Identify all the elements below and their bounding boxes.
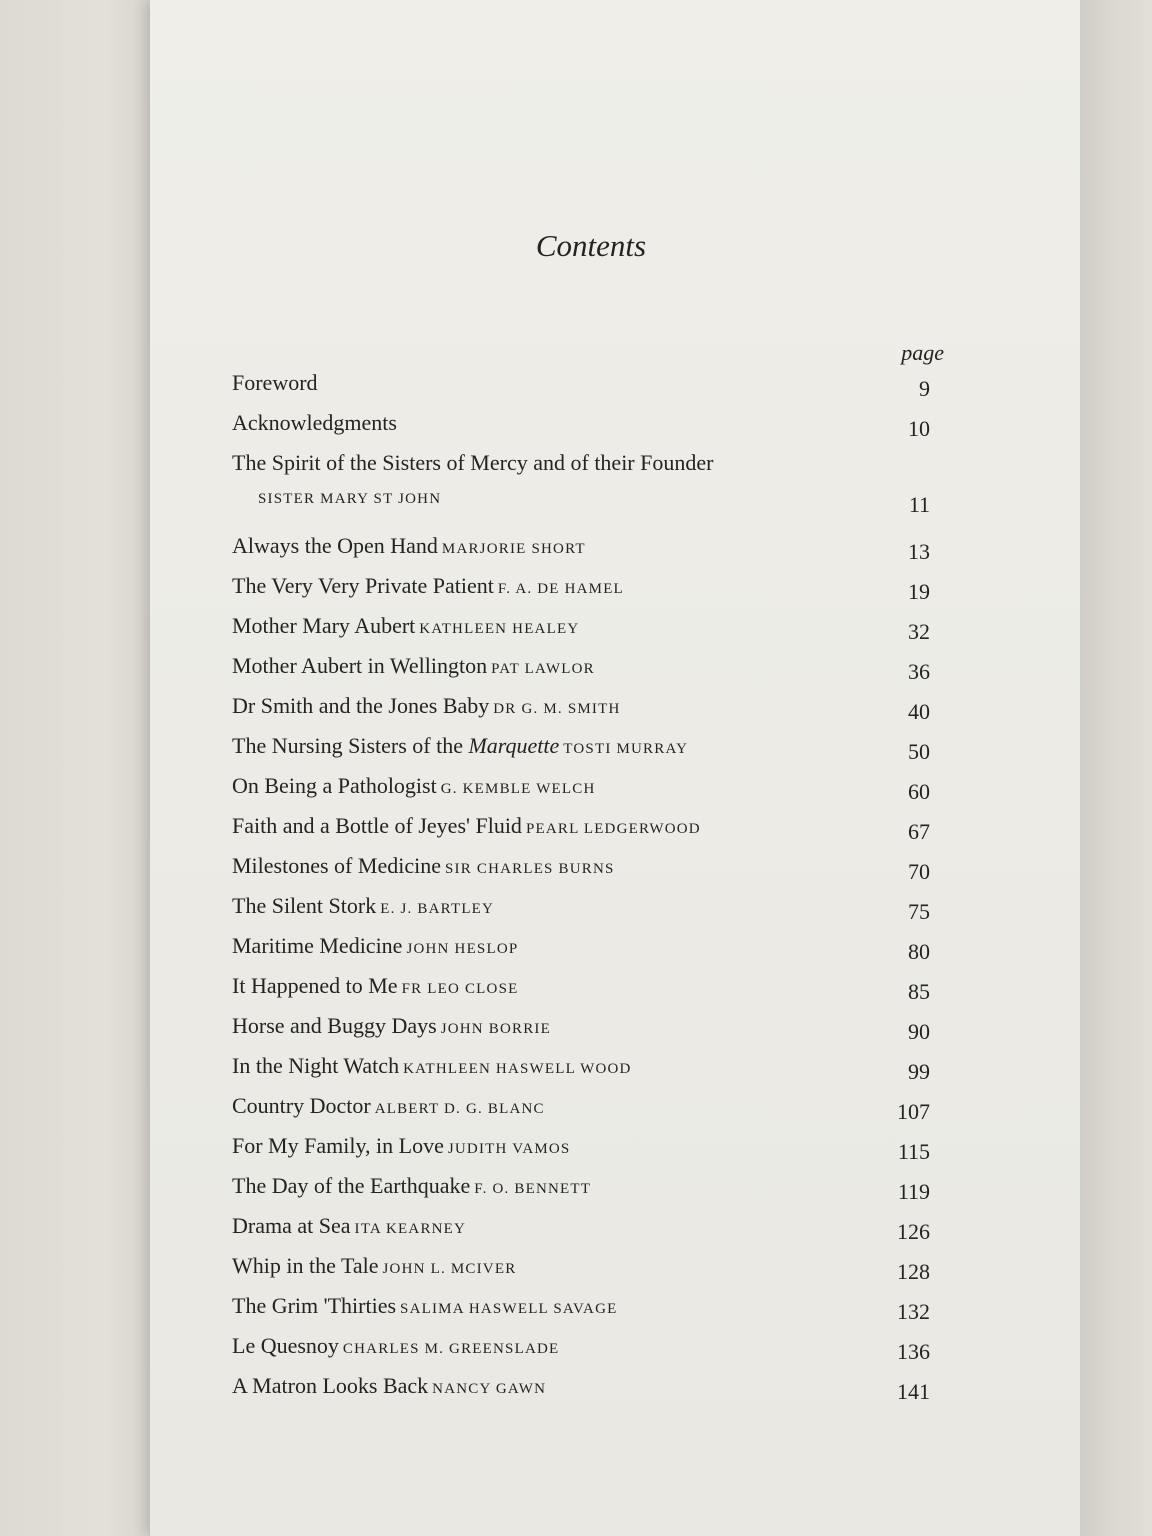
entry-author: JOHN HESLOP xyxy=(406,941,519,957)
entry-title: On Being a Pathologist G. KEMBLE WELCH xyxy=(232,773,596,798)
entry-author: FR LEO CLOSE xyxy=(401,981,519,997)
toc-entry xyxy=(232,809,944,849)
entry-title: Faith and a Bottle of Jeyes' Fluid PEARL LEDGERWOOD xyxy=(232,813,701,838)
entry-title: Mother Mary Aubert KATHLEEN HEALEY xyxy=(232,613,580,638)
entry-author: E. J. BARTLEY xyxy=(380,901,495,917)
entry-author: PEARL LEDGERWOOD xyxy=(525,821,701,837)
entry-page-number: 13 xyxy=(908,539,930,564)
entry-page-number: 50 xyxy=(908,739,930,764)
entry-page-number: 36 xyxy=(908,659,930,684)
entry-title: Foreword xyxy=(232,370,318,395)
entry-title: Drama at Sea ITA KEARNEY xyxy=(232,1213,467,1238)
toc-entry xyxy=(232,1369,944,1409)
entry-page-number: 19 xyxy=(908,579,930,604)
entry-title: The Very Very Private Patient F. A. DE HAMEL xyxy=(232,573,624,598)
entry-title: Whip in the Tale JOHN L. MCIVER xyxy=(232,1253,517,1278)
entry-title: Milestones of Medicine SIR CHARLES BURNS xyxy=(232,853,615,878)
entry-page-number: 90 xyxy=(908,1019,930,1044)
entry-title: Always the Open Hand MARJORIE SHORT xyxy=(232,533,586,558)
entry-title: Country Doctor ALBERT D. G. BLANC xyxy=(232,1093,545,1118)
entry-title: Maritime Medicine JOHN HESLOP xyxy=(232,933,519,958)
entry-author: MARJORIE SHORT xyxy=(441,541,586,557)
entry-title: The Grim 'Thirties SALIMA HASWELL SAVAGE xyxy=(232,1293,618,1318)
toc-entry xyxy=(232,649,944,689)
entry-page-number: 80 xyxy=(908,939,930,964)
entry-author: PAT LAWLOR xyxy=(491,661,595,677)
entry-author: SIR CHARLES BURNS xyxy=(444,861,615,877)
contents-list xyxy=(232,366,944,1409)
entry-page-number: 32 xyxy=(908,619,930,644)
entry-author: JUDITH VAMOS xyxy=(447,1141,571,1157)
page-column-header: page xyxy=(901,340,944,365)
entry-author: ITA KEARNEY xyxy=(354,1221,467,1237)
entry-author: ALBERT D. G. BLANC xyxy=(374,1101,545,1117)
entry-page-number: 119 xyxy=(897,1179,930,1204)
entry-author: G. KEMBLE WELCH xyxy=(440,781,596,797)
toc-entry xyxy=(232,849,944,889)
toc-entry xyxy=(232,1089,944,1129)
toc-entry xyxy=(232,969,944,1009)
toc-entry xyxy=(232,529,944,569)
entry-title: For My Family, in Love JUDITH VAMOS xyxy=(232,1133,571,1158)
entry-page-number: 107 xyxy=(897,1099,930,1124)
toc-entry xyxy=(232,1049,944,1089)
entry-page-number: 136 xyxy=(897,1339,930,1364)
toc-entry xyxy=(232,406,944,446)
entry-page-number: 9 xyxy=(919,376,930,401)
page-title: Contents xyxy=(535,228,647,263)
entry-page-number: 75 xyxy=(908,899,930,924)
toc-entry xyxy=(232,366,944,406)
entry-title: The Day of the Earthquake F. O. BENNETT xyxy=(232,1173,592,1198)
entry-title: Horse and Buggy Days JOHN BORRIE xyxy=(232,1013,551,1038)
entry-author: JOHN L. MCIVER xyxy=(382,1261,517,1277)
toc-entry xyxy=(232,889,944,929)
entry-title: The Silent Stork E. J. BARTLEY xyxy=(232,893,495,918)
entry-page-number: 126 xyxy=(897,1219,930,1244)
entry-author: F. O. BENNETT xyxy=(474,1181,592,1197)
entry-page-number: 99 xyxy=(908,1059,930,1084)
entry-author: NANCY GAWN xyxy=(432,1381,547,1397)
toc-entry xyxy=(232,609,944,649)
toc-entry xyxy=(232,1329,944,1369)
toc-entry xyxy=(232,569,944,609)
entry-page-number: 141 xyxy=(897,1379,930,1404)
entry-author: SALIMA HASWELL SAVAGE xyxy=(400,1301,618,1317)
entry-page-number: 70 xyxy=(908,859,930,884)
toc-entry xyxy=(232,1249,944,1289)
entry-page-number: 11 xyxy=(908,492,930,517)
toc-entry xyxy=(232,1169,944,1209)
toc-entry xyxy=(232,1289,944,1329)
toc-entry xyxy=(232,1009,944,1049)
entry-author: JOHN BORRIE xyxy=(440,1021,551,1037)
entry-title: It Happened to Me FR LEO CLOSE xyxy=(232,973,519,998)
entry-title: In the Night Watch KATHLEEN HASWELL WOOD xyxy=(232,1053,632,1078)
entry-title: Mother Aubert in Wellington PAT LAWLOR xyxy=(232,653,595,678)
entry-author: F. A. DE HAMEL xyxy=(497,581,624,597)
entry-page-number: 10 xyxy=(908,416,930,441)
entry-title: Dr Smith and the Jones Baby DR G. M. SMITH xyxy=(232,693,621,718)
entry-page-number: 128 xyxy=(897,1259,930,1284)
toc-entry xyxy=(232,729,944,769)
toc-entry xyxy=(232,929,944,969)
entry-title: The Nursing Sisters of the Marquette TOSTI MURRAY xyxy=(232,733,689,758)
entry-author: SISTER MARY ST JOHN xyxy=(258,491,442,507)
entry-author: CHARLES M. GREENSLADE xyxy=(342,1341,560,1357)
toc-entry xyxy=(232,689,944,729)
entry-author: TOSTI MURRAY xyxy=(563,741,689,757)
entry-title: Le Quesnoy CHARLES M. GREENSLADE xyxy=(232,1333,560,1358)
ship-name: Marquette xyxy=(468,733,560,758)
entry-title: Acknowledgments xyxy=(232,410,397,435)
entry-page-number: 60 xyxy=(908,779,930,804)
entry-author: KATHLEEN HEALEY xyxy=(419,621,580,637)
entry-page-number: 115 xyxy=(897,1139,930,1164)
entry-title: A Matron Looks Back NANCY GAWN xyxy=(232,1373,547,1398)
toc-entry xyxy=(232,446,944,529)
entry-title: The Spirit of the Sisters of Mercy and of their Founder xyxy=(232,450,714,475)
toc-entry xyxy=(232,1129,944,1169)
entry-page-number: 67 xyxy=(908,819,930,844)
entry-page-number: 132 xyxy=(897,1299,930,1324)
entry-author: KATHLEEN HASWELL WOOD xyxy=(403,1061,632,1077)
toc-entry xyxy=(232,769,944,809)
entry-page-number: 40 xyxy=(908,699,930,724)
toc-entry xyxy=(232,1209,944,1249)
entry-page-number: 85 xyxy=(908,979,930,1004)
entry-author: DR G. M. SMITH xyxy=(493,701,621,717)
